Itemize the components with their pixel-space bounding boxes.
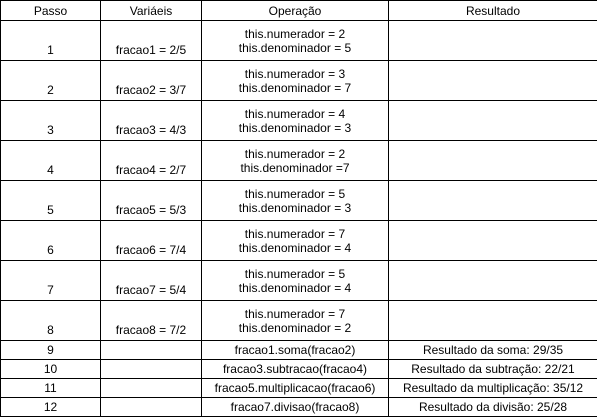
table-row (1, 261, 597, 301)
operacao-cell (202, 261, 389, 301)
resultado-cell: Resultado da divisão: 25/28 (389, 398, 597, 417)
passo-cell: 9 (1, 341, 101, 360)
table-row (1, 398, 597, 417)
operacao-line: this.denominador = 3 (202, 121, 388, 135)
operacao-line: this.denominador = 3 (202, 201, 388, 215)
operacao-line: this.numerador = 7 (202, 227, 388, 241)
table-row (1, 379, 597, 398)
operacao-line: this.denominador = 7 (202, 81, 388, 95)
operacao-cell: fracao3.subtracao(fracao4) (202, 360, 389, 379)
header-variaveis: Variáeis (101, 1, 202, 21)
operacao-cell: fracao1.soma(fracao2) (202, 341, 389, 360)
resultado-cell (389, 261, 597, 301)
variavel-cell: fracao5 = 5/3 (101, 181, 202, 221)
table-row (1, 141, 597, 181)
table-row (1, 181, 597, 221)
operacao-line: this.denominador = 2 (202, 321, 388, 335)
operacao-cell: fracao5.multiplicacao(fracao6) (202, 379, 389, 398)
operacao-cell (202, 21, 389, 61)
operacao-line: this.numerador = 2 (202, 147, 388, 161)
resultado-cell: Resultado da multiplicação: 35/12 (389, 379, 597, 398)
operacao-cell (202, 61, 389, 101)
operacao-cell (202, 301, 389, 341)
passo-cell: 8 (1, 301, 101, 341)
resultado-cell (389, 101, 597, 141)
table-row (1, 360, 597, 379)
header-passo: Passo (1, 1, 101, 21)
variavel-cell (101, 341, 202, 360)
variavel-cell (101, 398, 202, 417)
variavel-cell: fracao1 = 2/5 (101, 21, 202, 61)
passo-cell: 7 (1, 261, 101, 301)
operacao-cell (202, 221, 389, 261)
operacao-cell: fracao7.divisao(fracao8) (202, 398, 389, 417)
variavel-cell: fracao2 = 3/7 (101, 61, 202, 101)
resultado-cell: Resultado da subtração: 22/21 (389, 360, 597, 379)
header-operacao: Operação (202, 1, 389, 21)
resultado-cell (389, 21, 597, 61)
operacao-line: this.numerador = 5 (202, 267, 388, 281)
passo-cell: 2 (1, 61, 101, 101)
variavel-cell: fracao6 = 7/4 (101, 221, 202, 261)
table-row (1, 61, 597, 101)
passo-cell: 4 (1, 141, 101, 181)
operacao-cell (202, 181, 389, 221)
variavel-cell: fracao4 = 2/7 (101, 141, 202, 181)
passo-cell: 6 (1, 221, 101, 261)
variavel-cell: fracao3 = 4/3 (101, 101, 202, 141)
variavel-cell: fracao7 = 5/4 (101, 261, 202, 301)
header-row (1, 1, 597, 21)
operacao-line: this.numerador = 7 (202, 307, 388, 321)
variavel-cell: fracao8 = 7/2 (101, 301, 202, 341)
passo-cell: 1 (1, 21, 101, 61)
header-resultado: Resultado (389, 1, 597, 21)
operacao-cell (202, 141, 389, 181)
passo-cell: 11 (1, 379, 101, 398)
passo-cell: 12 (1, 398, 101, 417)
table-row (1, 221, 597, 261)
resultado-cell (389, 181, 597, 221)
operacao-line: this.denominador = 5 (202, 41, 388, 55)
variavel-cell (101, 379, 202, 398)
operacao-line: this.numerador = 4 (202, 107, 388, 121)
variavel-cell (101, 360, 202, 379)
operacao-line: this.numerador = 2 (202, 27, 388, 41)
resultado-cell (389, 61, 597, 101)
table-row (1, 101, 597, 141)
operacao-cell (202, 101, 389, 141)
passo-cell: 10 (1, 360, 101, 379)
operacao-line: this.denominador =7 (202, 161, 388, 175)
operacao-line: this.numerador = 3 (202, 67, 388, 81)
operacao-line: this.denominador = 4 (202, 281, 388, 295)
resultado-cell: Resultado da soma: 29/35 (389, 341, 597, 360)
table-row (1, 301, 597, 341)
operacao-line: this.numerador = 5 (202, 187, 388, 201)
passo-cell: 5 (1, 181, 101, 221)
table-row (1, 341, 597, 360)
resultado-cell (389, 221, 597, 261)
resultado-cell (389, 141, 597, 181)
resultado-cell (389, 301, 597, 341)
passo-cell: 3 (1, 101, 101, 141)
operacao-line: this.denominador = 4 (202, 241, 388, 255)
table-row (1, 21, 597, 61)
